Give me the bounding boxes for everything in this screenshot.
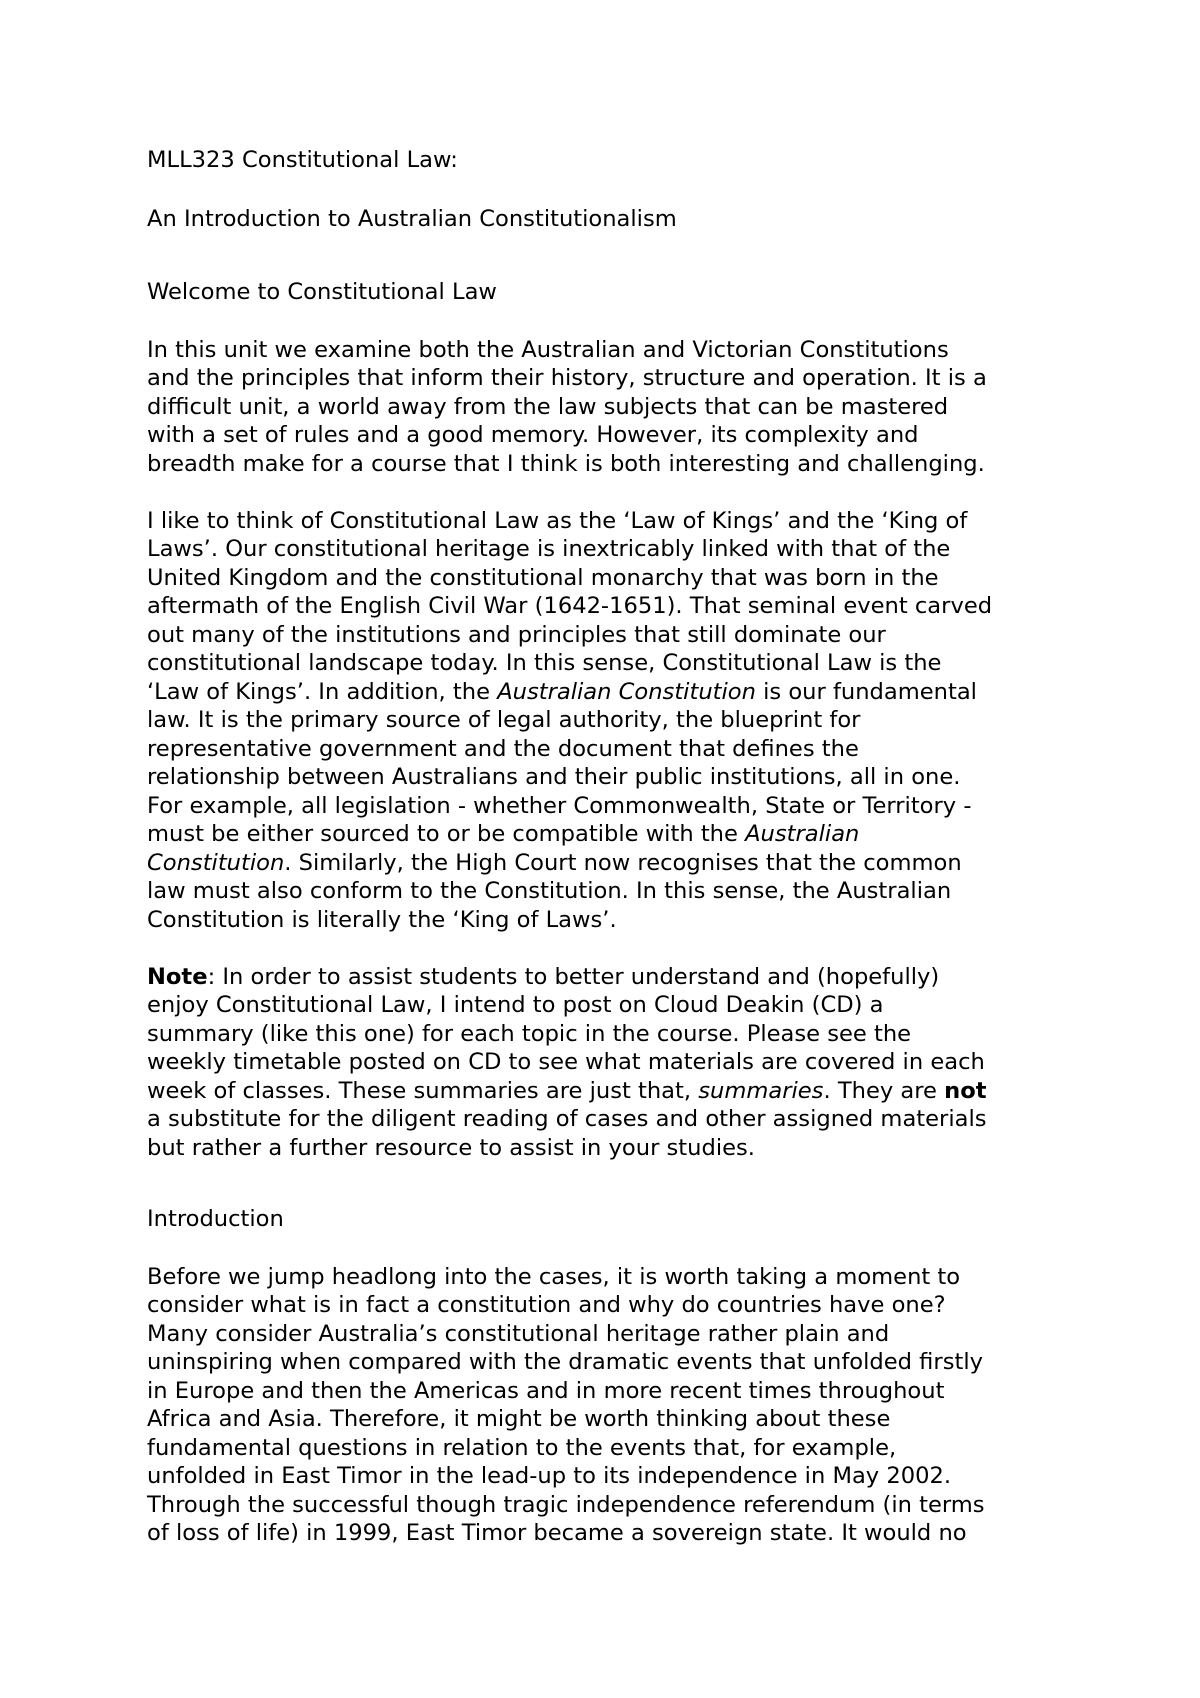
- paragraph-law-of-kings: [147, 507, 1077, 935]
- text-line: aftermath of the English Civil War (1642-1651). That seminal event carved: [147, 593, 993, 619]
- text-line: must be either sourced to or be compatible with the Australian: [147, 821, 860, 847]
- welcome-heading: Welcome to Constitutional Law: [147, 279, 497, 305]
- course-title: MLL323 Constitutional Law:: [147, 147, 458, 173]
- text-line: of loss of life) in 1999, East Timor became a sovereign state. It would no: [147, 1520, 967, 1546]
- text-line: Through the successful though tragic independence referendum (in terms: [147, 1491, 985, 1518]
- text-line: law must also conform to the Constitution. In this sense, the Australian: [147, 878, 952, 904]
- italic-term: Australian Constitution: [497, 678, 756, 705]
- text-line: summary (like this one) for each topic in the course. Please see the: [147, 1020, 912, 1047]
- text-line: enjoy Constitutional Law, I intend to post on Cloud Deakin (CD) a: [147, 992, 884, 1018]
- text-line: Before we jump headlong into the cases, it is worth taking a moment to: [147, 1263, 961, 1290]
- introduction-heading: Introduction: [147, 1206, 284, 1232]
- paragraph-note: [147, 963, 1077, 1163]
- text-line: breadth make for a course that I think is both interesting and challenging.: [147, 450, 985, 477]
- text-line: law. It is the primary source of legal authority, the blueprint for: [147, 707, 861, 733]
- text-line: Note: In order to assist students to better understand and (hopefully): [147, 963, 940, 990]
- text-line: fundamental questions in relation to the events that, for example,: [147, 1434, 897, 1461]
- document-subtitle: An Introduction to Australian Constitutionalism: [147, 205, 677, 232]
- text-line: week of classes. These summaries are just that, summaries. They are not: [147, 1077, 987, 1104]
- document-body: [147, 146, 1077, 1548]
- italic-term: Constitution: [147, 849, 285, 876]
- text-line: Constitution is literally the ‘King of Laws’.: [147, 906, 617, 933]
- text-line: ‘Law of Kings’. In addition, the Australian Constitution is our fundamental: [147, 678, 977, 705]
- text-line: United Kingdom and the constitutional monarchy that was born in the: [147, 564, 939, 591]
- paragraph-introduction: [147, 1263, 1077, 1548]
- text-line: weekly timetable posted on CD to see what materials are covered in each: [147, 1049, 985, 1075]
- text-line: uninspiring when compared with the dramatic events that unfolded firstly: [147, 1349, 983, 1375]
- text-line: Constitution. Similarly, the High Court now recognises that the common: [147, 849, 962, 876]
- text-line: representative government and the document that defines the: [147, 735, 859, 762]
- text-line: relationship between Australians and their public institutions, all in one.: [147, 764, 961, 790]
- text-line: In this unit we examine both the Australian and Victorian Constitutions: [147, 336, 949, 363]
- text-line: difficult unit, a world away from the law subjects that can be mastered: [147, 393, 949, 420]
- text-line: and the principles that inform their history, structure and operation. It is a: [147, 365, 987, 391]
- italic-term: Australian: [745, 821, 860, 847]
- text-line: out many of the institutions and principles that still dominate our: [147, 621, 886, 648]
- italic-term: summaries: [698, 1077, 824, 1104]
- text-line: Laws’. Our constitutional heritage is inextricably linked with that of the: [147, 536, 951, 562]
- paragraph-unit-overview: [147, 336, 1077, 479]
- text-line: with a set of rules and a good memory. However, its complexity and: [147, 422, 919, 448]
- text-line: a substitute for the diligent reading of cases and other assigned materials: [147, 1106, 987, 1132]
- text-line: consider what is in fact a constitution and why do countries have one?: [147, 1292, 946, 1318]
- text-line: unfolded in East Timor in the lead-up to its independence in May 2002.: [147, 1463, 952, 1489]
- note-label: Note: [147, 963, 208, 990]
- text-line: in Europe and then the Americas and in more recent times throughout: [147, 1377, 945, 1404]
- text-line: constitutional landscape today. In this sense, Constitutional Law is the: [147, 650, 942, 676]
- text-line: Africa and Asia. Therefore, it might be worth thinking about these: [147, 1406, 891, 1432]
- text-line: but rather a further resource to assist in your studies.: [147, 1134, 755, 1161]
- text-line: I like to think of Constitutional Law as the ‘Law of Kings’ and the ‘King of: [147, 507, 968, 534]
- text-line: Many consider Australia’s constitutional heritage rather plain and: [147, 1320, 890, 1347]
- bold-term: not: [944, 1077, 987, 1104]
- text-line: For example, all legislation - whether Commonwealth, State or Territory -: [147, 792, 972, 819]
